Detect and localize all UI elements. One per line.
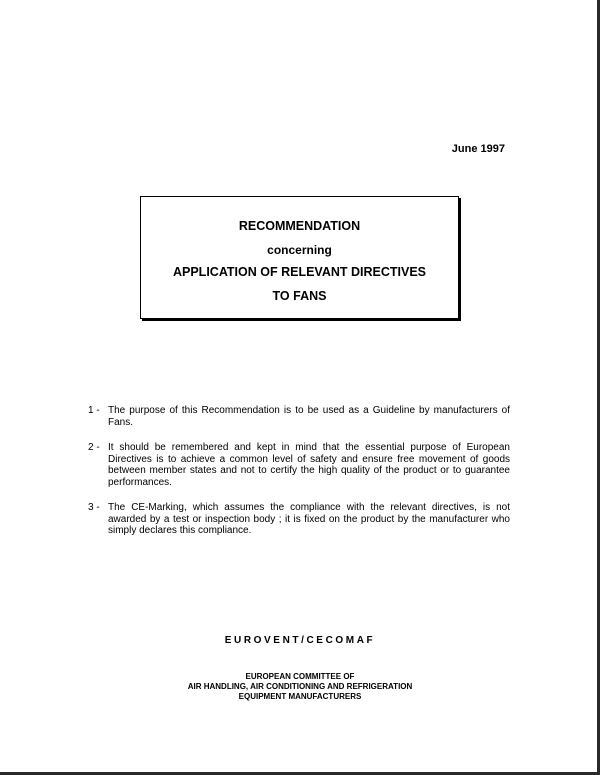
title-box	[140, 196, 459, 319]
organization-name-line: EUROPEAN COMMITTEE OF	[245, 672, 355, 681]
organization-name-line: EQUIPMENT MANUFACTURERS	[238, 692, 362, 701]
list-item-number: 3 -	[88, 502, 100, 513]
title-line-concerning: concerning	[267, 243, 332, 257]
organization-name-line: AIR HANDLING, AIR CONDITIONING AND REFRIGERATION	[187, 682, 413, 691]
list-item-number: 1 -	[88, 405, 100, 416]
list-item	[88, 405, 510, 428]
list-item	[88, 442, 510, 488]
list-item-text: The purpose of this Recommendation is to be used as a Guideline by manufacturers of Fans.	[108, 405, 510, 428]
list-item-number: 2 -	[88, 442, 100, 453]
list-item-text: It should be remembered and kept in mind that the essential purpose of European Directives is to achieve a common level of safety and ensure free movement of goods between member states and not to certify the high quality of the product or to guarantee performances.	[108, 442, 510, 488]
numbered-list	[88, 405, 510, 551]
organization-full-name	[0, 672, 600, 702]
title-line-application: APPLICATION OF RELEVANT DIRECTIVES	[172, 265, 427, 279]
title-line-fans: TO FANS	[272, 289, 327, 303]
list-item	[88, 502, 510, 537]
title-line-recommendation: RECOMMENDATION	[238, 219, 361, 233]
document-date: June 1997	[451, 143, 505, 155]
list-item-text: The CE-Marking, which assumes the compliance with the relevant directives, is not awarded by a test or inspection body ; it is fixed on the product by the manufacturer who simply declares this compliance.	[108, 502, 510, 536]
organization-acronym: EUROVENT/CECOMAF	[224, 635, 376, 646]
